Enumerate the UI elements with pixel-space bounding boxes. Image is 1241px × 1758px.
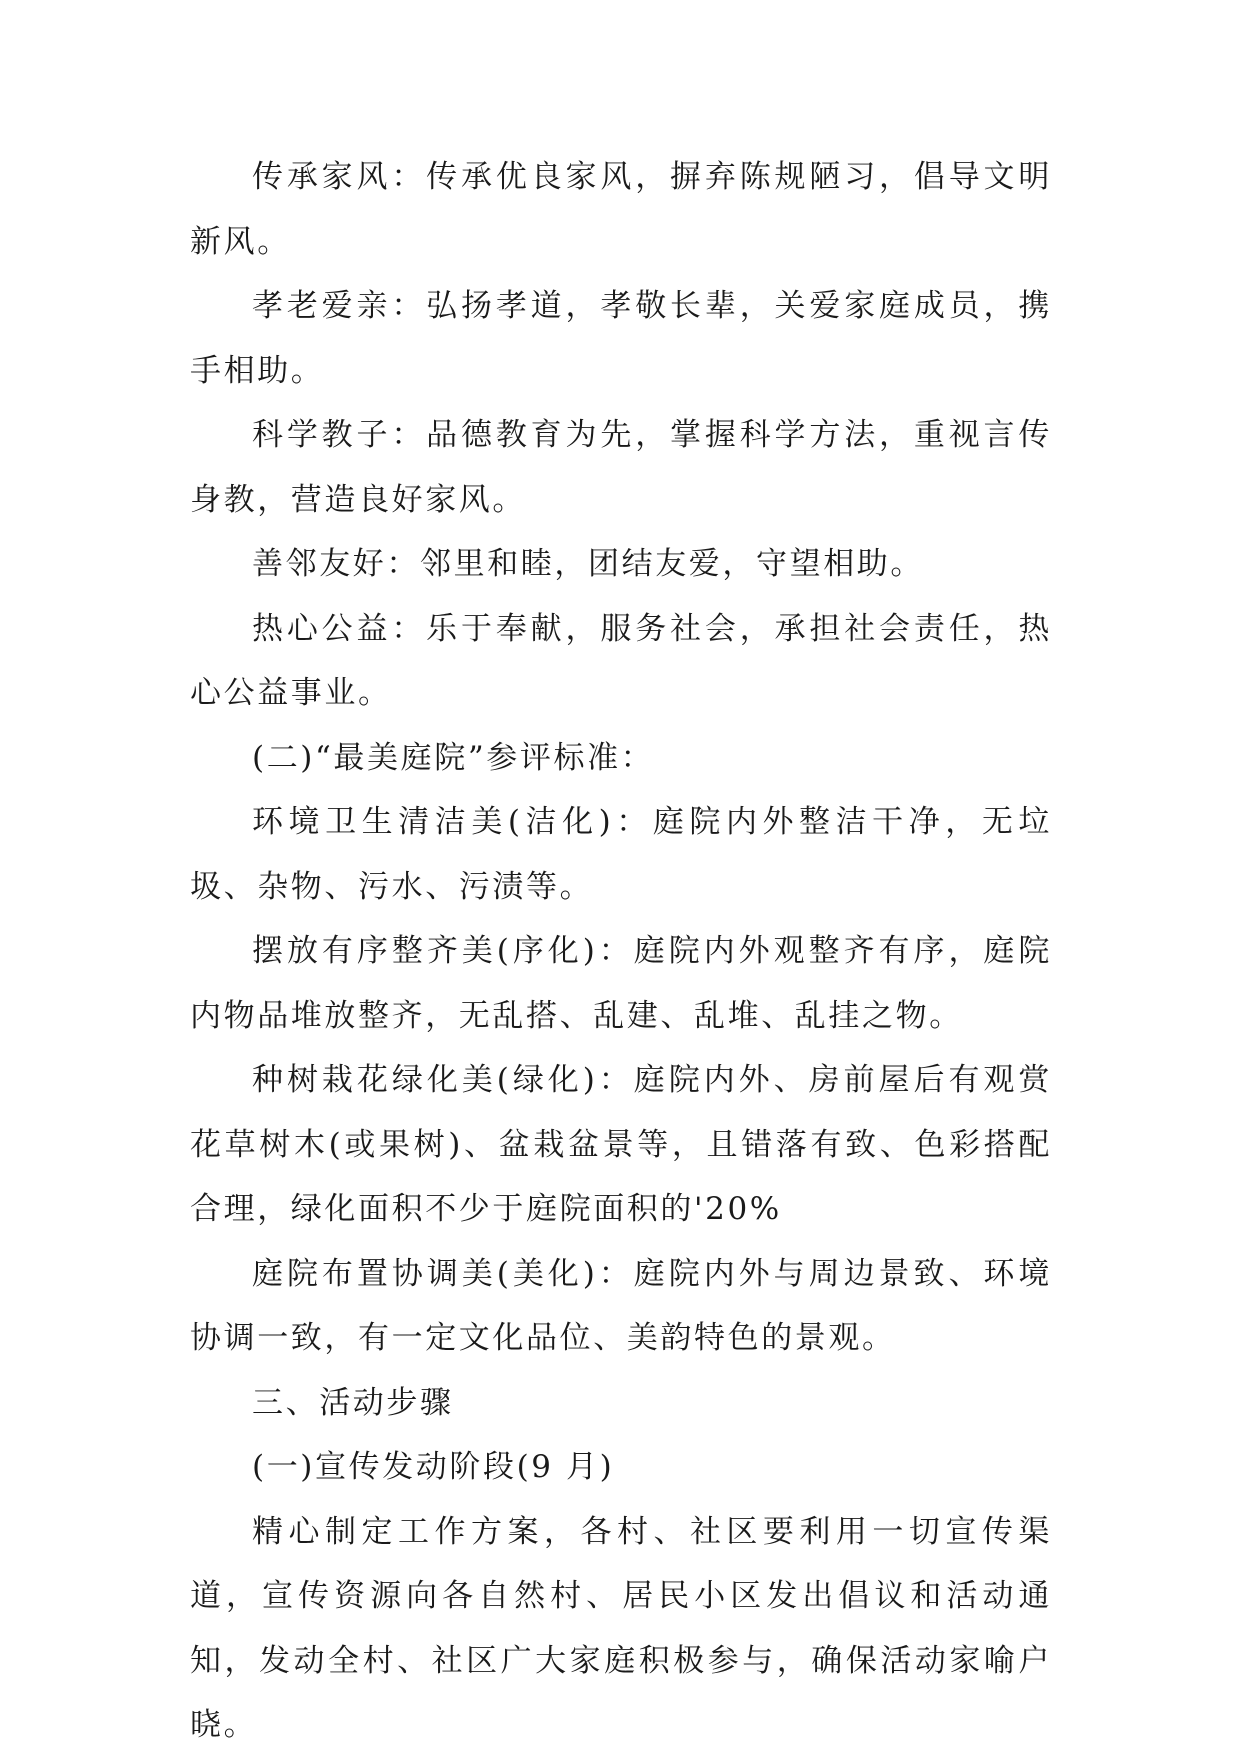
paragraph-kexue-jiaozi: 科学教子：品德教育为先，掌握科学方法，重视言传身教，营造良好家风。 [190, 417, 1052, 518]
section-heading-courtyard-criteria: (二)“最美庭院”参评标准： [252, 739, 655, 776]
paragraph-meihua: 庭院布置协调美(美化)：庭院内外与周边景致、环境协调一致，有一定文化品位、美韵特色的景观。 [190, 1255, 1052, 1356]
paragraph-jiehua: 环境卫生清洁美(洁化)：庭院内外整洁干净，无垃圾、杂物、污水、污渍等。 [190, 804, 1052, 905]
paragraph-lvhua: 种树栽花绿化美(绿化)：庭院内外、房前屋后有观赏花草树木(或果树)、盆栽盆景等，且错落有致、色彩搭配合理，绿化面积不少于庭院面积的'20% [190, 1062, 1052, 1227]
paragraph-chuancheng-jiafeng: 传承家风：传承优良家风，摒弃陈规陋习，倡导文明新风。 [190, 159, 1052, 260]
paragraph-xiaolao-aiqin: 孝老爱亲：弘扬孝道，孝敬长辈，关爱家庭成员，携手相助。 [190, 288, 1052, 389]
document-page [190, 145, 1052, 1758]
paragraph-publicity-plan: 精心制定工作方案，各村、社区要利用一切宣传渠道，宣传资源向各自然村、居民小区发出倡议和活动通知，发动全村、社区广大家庭积极参与，确保活动家喻户晓。 [190, 1513, 1052, 1743]
paragraph-rexin-gongyi: 热心公益：乐于奉献，服务社会，承担社会责任，热心公益事业。 [190, 610, 1052, 711]
paragraph-xuhua: 摆放有序整齐美(序化)：庭院内外观整齐有序，庭院内物品堆放整齐，无乱搭、乱建、乱堆、乱挂之物。 [190, 933, 1052, 1034]
section-heading-publicity-stage: (一)宣传发动阶段(9 月) [252, 1449, 615, 1485]
section-heading-activity-steps: 三、活动步骤 [252, 1384, 454, 1421]
paragraph-shanlin-youhao: 善邻友好：邻里和睦，团结友爱，守望相助。 [252, 546, 924, 582]
